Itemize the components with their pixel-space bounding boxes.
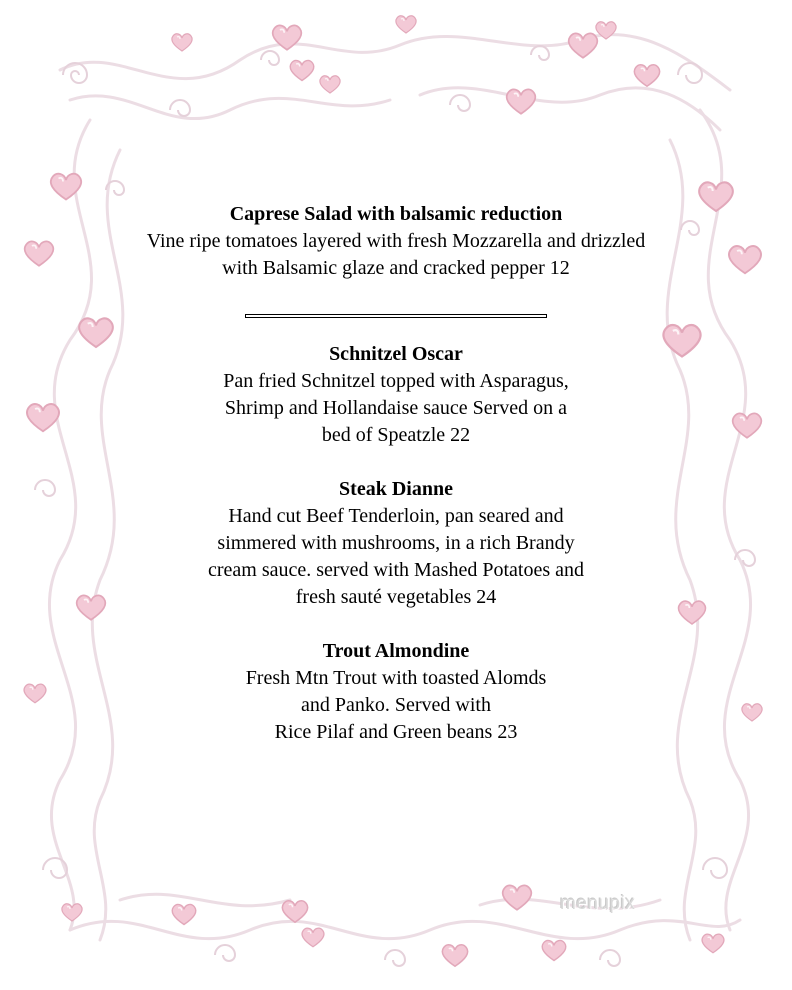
menu-item-steak-dianne	[96, 475, 696, 611]
menu-item-name: Trout Almondine	[322, 640, 470, 662]
spacer	[96, 449, 696, 475]
menu-item-schnitzel-oscar	[96, 340, 696, 449]
menu-item-description: Hand cut Beef Tenderloin, pan seared and simmered with mushrooms, in a rich Brandy cream sauce. served with Mashed Potatoes and fresh sauté vegetables 24	[208, 505, 584, 608]
menu-item-name: Steak Dianne	[339, 478, 453, 500]
menu-item-description: Pan fried Schnitzel topped with Asparagus, Shrimp and Hollandaise sauce Served on a bed of Speatzle 22	[223, 370, 569, 446]
menu-item-description: Fresh Mtn Trout with toasted Alomds and Panko. Served with Rice Pilaf and Green beans 23	[245, 667, 547, 743]
menu-item-caprese-salad	[96, 200, 696, 282]
menu-content	[96, 200, 696, 746]
menupix-watermark: menupix	[560, 893, 636, 914]
menu-item-name: Schnitzel Oscar	[329, 343, 463, 365]
menu-item-trout-almondine	[96, 637, 696, 746]
menu-item-name: Caprese Salad with balsamic reduction	[229, 203, 563, 225]
menu-item-description: Vine ripe tomatoes layered with fresh Mozzarella and drizzled with Balsamic glaze and cracked pepper 12	[146, 230, 646, 279]
section-divider	[245, 314, 547, 318]
spacer	[96, 611, 696, 637]
